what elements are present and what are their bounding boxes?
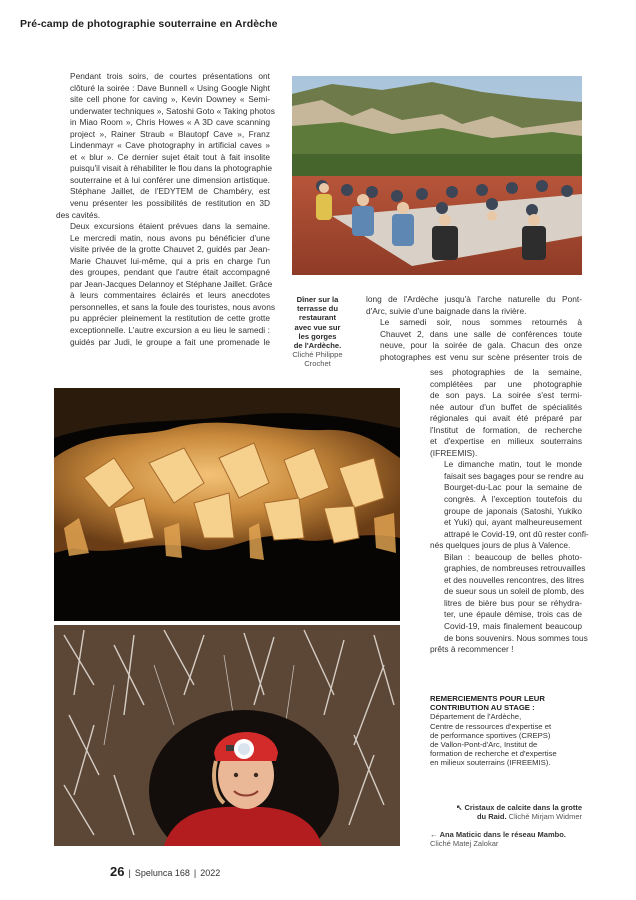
text-line: long de l'Ardèche jusqu'à l'arche naturelle du Pont- xyxy=(366,294,582,304)
caption-title-line: Dîner sur la xyxy=(296,295,339,304)
caption-title-line: avec vue sur xyxy=(294,322,341,332)
text-line-last: prêts à recommencer ! xyxy=(430,644,514,655)
acknowledgements-line: en milieux souterrains (IFREEMIS). xyxy=(430,758,551,768)
page-number: 26 xyxy=(110,864,125,879)
text-line: Le samedi soir, nous sommes retournés à xyxy=(380,317,582,328)
paragraph-presentations xyxy=(56,71,275,221)
paragraph-bilan xyxy=(430,551,588,656)
acknowledgements-line: de Vallon-Pont-d'Arc, Institut de xyxy=(430,740,538,750)
paragraph-gala xyxy=(366,317,582,363)
publication-year: 2022 xyxy=(200,868,221,878)
text-line: guidés par Judi, le groupe a fait une promenade le xyxy=(70,336,270,347)
acknowledgements-title-line: CONTRIBUTION AU STAGE : xyxy=(430,703,535,713)
magazine-issue: Spelunca 168 xyxy=(134,868,190,878)
footer-separator: | xyxy=(193,868,197,878)
caption-title: Cristaux de calcite dans la grotte xyxy=(464,803,582,812)
article-column-2 xyxy=(366,294,582,363)
text-line: régionales qui avait été préparé par xyxy=(430,413,582,424)
caption-credit: Cliché Mirjam Widmer xyxy=(508,812,582,822)
paragraph-excursions xyxy=(56,221,276,348)
text-line: exceptionnelle. L'autre excursion a eu lieu le samedi : xyxy=(70,325,270,336)
photo-restaurant-terrace xyxy=(292,76,582,275)
text-line: project », Rainer Straub « Blautopf Cave », Franz xyxy=(70,128,270,139)
text-line: Lindenmayr « Cave photography in artificial caves » xyxy=(70,140,270,151)
text-line: et « blur ». Ce dernier sujet était tout à fait insolite xyxy=(70,151,270,162)
arrow-up-left-icon: ↖ xyxy=(456,803,463,812)
caption-maticic xyxy=(430,830,566,848)
text-line: Stéphane Jaillet, de l'EDYTEM de Chambéry, est xyxy=(70,186,270,197)
paragraph-gala-cont xyxy=(430,367,582,459)
text-line: souterraine et à lui conférer une dimension artistique. xyxy=(70,174,270,185)
text-line: de sueur sous un soleil de plomb, des xyxy=(444,586,585,597)
text-line: Deux excursions étaient prévues dans la semaine. xyxy=(70,221,270,232)
text-line: site cell phone for caving », Kevin Downey « Semi- xyxy=(70,94,270,105)
text-line: in Miao Room », Chris Howes « A 3D cave scanning xyxy=(70,117,270,128)
text-line: groupe de japonais (Satoshi, Yukiko xyxy=(444,505,582,516)
text-line: née autour d'un buffet de spécialités xyxy=(430,401,582,412)
acknowledgements-line: formation de recherche et d'expertise xyxy=(430,749,557,759)
text-line: photographes est venu sur scène présenter trois de xyxy=(380,351,582,362)
text-line: litres de bière bus pour se réhydra- xyxy=(444,597,582,608)
text-line: Marie Chauvet lui-même, qui a pris en charge l'un xyxy=(70,255,270,266)
page-header-title: Pré-camp de photographie souterraine en Ardèche xyxy=(20,18,278,30)
text-line: personnelles, et sans la foule des touristes, nous avons xyxy=(70,301,276,312)
text-line: et des nouvelles rencontres, des litres xyxy=(444,574,585,585)
text-line: l'Institut de formation, de recherche xyxy=(430,424,582,435)
text-line: des groupes, pendant que l'autre était accompagné xyxy=(70,267,270,278)
terrace-illustration xyxy=(292,76,582,275)
text-line: et d'expertise en milieux souterrains xyxy=(430,436,582,447)
text-line: ter, une épaule démise, trois cas de xyxy=(444,609,582,620)
text-line: ses photographies de la semaine, xyxy=(430,367,582,377)
acknowledgements-title-line: REMERCIEMENTS POUR LEUR xyxy=(430,694,545,703)
text-line: complétées par une photographie xyxy=(430,378,582,389)
caption-terrace xyxy=(290,295,345,369)
text-line: graphies, de nombreuses retrouvailles xyxy=(444,563,586,574)
caption-credit-line: Cliché Philippe xyxy=(292,350,343,360)
article-column-3 xyxy=(430,367,589,656)
text-line: pu apprécier pleinement la restitution de cette grotte xyxy=(70,313,270,324)
text-line: Bourget-du-Lac pour la semaine de xyxy=(444,482,582,493)
text-line: de bons souvenirs. Nous sommes tous xyxy=(444,632,588,643)
caption-title-line: de l'Ardèche. xyxy=(293,341,342,351)
caption-title-cont: du Raid. xyxy=(476,812,507,822)
caption-title-line: les gorges xyxy=(298,331,337,341)
text-line: Le mercredi matin, nous avons pu bénéficier d'une xyxy=(70,232,270,243)
caption-title: Ana Maticic dans le réseau Mambo. xyxy=(439,830,566,839)
text-line: et Yuki) qui, ayant malheureusement xyxy=(444,517,582,528)
caption-title-line: restaurant xyxy=(298,313,337,323)
text-line-last: nés quelques jours de plus à Valence. xyxy=(430,540,571,551)
text-line: visite privée de la grotte Chauvet 2, guidés par Jean- xyxy=(70,244,270,255)
text-line: faisait ses bagages pour se rendre au xyxy=(444,470,584,481)
text-line-last: des cavités. xyxy=(56,209,101,220)
text-line: congrès. À l'exception toutefois du xyxy=(444,494,582,505)
maticic-illustration xyxy=(54,625,400,846)
article-column-1 xyxy=(56,71,276,348)
caption-crystals xyxy=(456,803,582,821)
text-line: Covid-19, mais finalement beaucoup xyxy=(444,621,582,632)
page-footer xyxy=(110,864,220,879)
text-line: Chauvet 2, dans une salle de conférences toute xyxy=(380,328,582,339)
text-line: à leurs commentaires éclairés et leurs anecdotes xyxy=(70,290,270,301)
text-line-last: d'Arc, suivie d'une baignade dans la rivière. xyxy=(366,305,527,316)
photo-calcite-crystals xyxy=(54,388,400,621)
paragraph-promenade xyxy=(366,294,582,317)
acknowledgements-line: Centre de ressources d'expertise et xyxy=(430,721,552,731)
text-line-last: (IFREEMIS). xyxy=(430,447,478,458)
text-line: puisqu'il visait à réhabiliter le flou dans la photographie xyxy=(70,163,272,174)
text-line: neuve, pour la soirée de gala. Chacun des onze xyxy=(380,340,582,351)
caption-credit: Cliché Matej Zalokar xyxy=(430,839,499,849)
footer-separator: | xyxy=(128,868,131,878)
text-line: Le dimanche matin, tout le monde xyxy=(444,459,582,470)
text-line: clôturé la soirée : Dave Bunnell « Using Google Night xyxy=(70,82,270,93)
arrow-left-icon: ← xyxy=(430,830,438,839)
text-line: venu présenter les possibilités de restitution en 3D xyxy=(70,198,270,209)
acknowledgements-line: Département de l'Ardèche, xyxy=(430,712,522,722)
text-line: underwater techniques », Satoshi Goto « Taking photos xyxy=(70,105,275,116)
caption-credit-line: Crochet xyxy=(304,359,331,369)
text-line: attrapé le Covid-19, ont dû rester confi- xyxy=(444,528,589,539)
text-line: par Jean-Jacques Delannoy et Stéphane Jaillet. Grâce xyxy=(70,278,273,289)
crystals-illustration xyxy=(54,388,400,621)
text-line: de son pays. La soirée s'est termi- xyxy=(430,390,582,401)
caption-title-line: terrasse du xyxy=(297,304,338,314)
text-line: Pendant trois soirs, de courtes présentations ont xyxy=(70,71,270,81)
paragraph-sunday xyxy=(430,459,589,551)
acknowledgements-box xyxy=(430,694,590,768)
acknowledgements-line: de performance sportives (CREPS) xyxy=(430,730,551,740)
photo-ana-maticic xyxy=(54,625,400,846)
text-line: Bilan : beaucoup de belles photo- xyxy=(444,551,582,562)
